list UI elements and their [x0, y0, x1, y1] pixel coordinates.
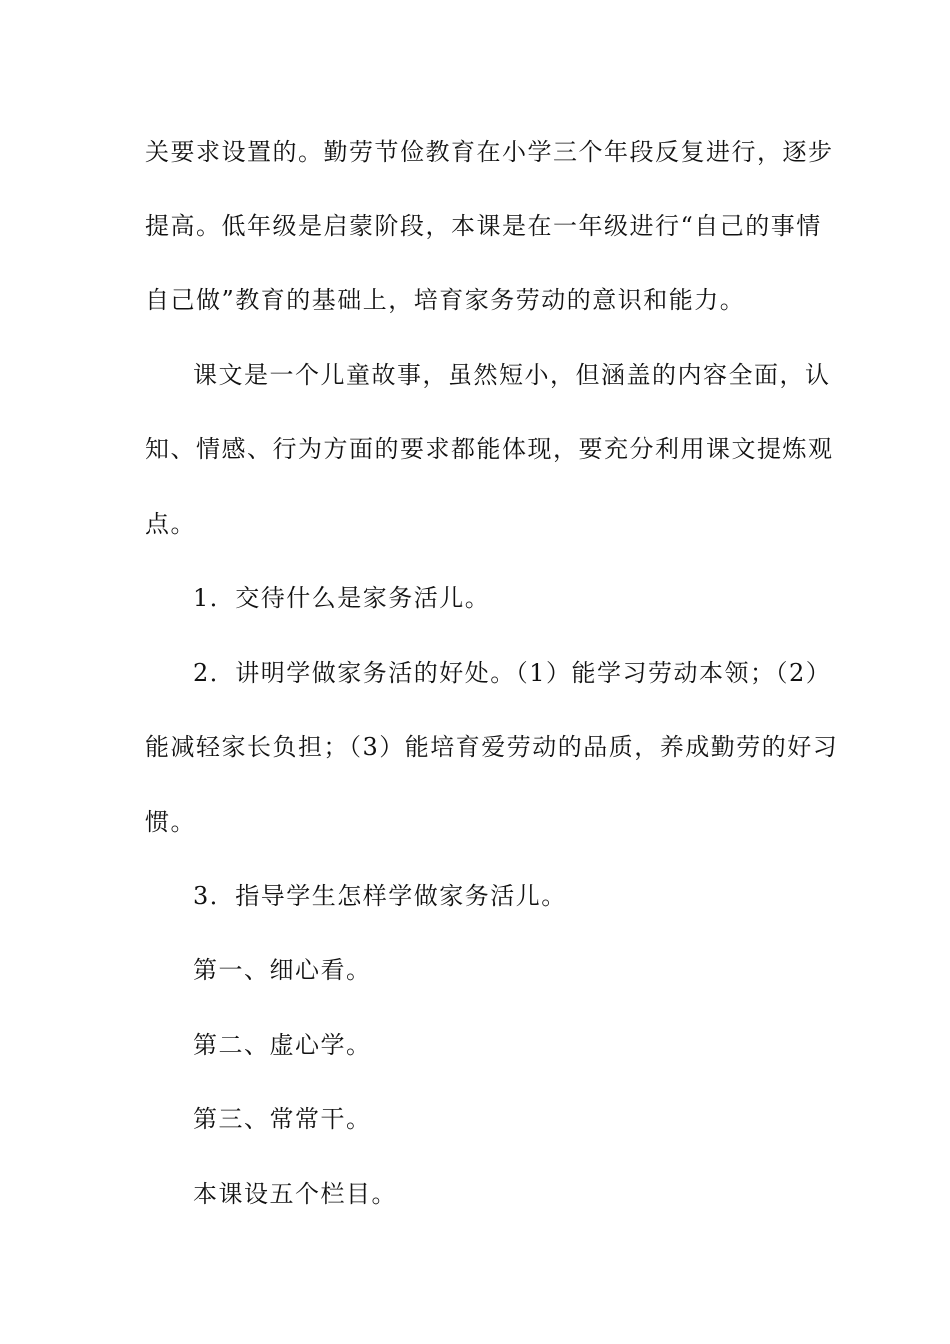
text-line-9: 能减轻家长负担；（3）能培育爱劳动的品质，养成勤劳的好习: [145, 733, 839, 761]
list-item-3: 3．指导学生怎样学做家务活儿。: [193, 882, 567, 910]
text-line-1: 关要求设置的。勤劳节俭教育在小学三个年段反复进行，逐步: [145, 138, 834, 166]
text-line-5: 知、情感、行为方面的要求都能体现，要充分利用课文提炼观: [145, 435, 834, 463]
text-line-4: 课文是一个儿童故事，虽然短小，但涵盖的内容全面，认: [193, 361, 831, 389]
text-line-10: 惯。: [145, 808, 196, 836]
step-3: 第三、常常干。: [193, 1105, 372, 1133]
text-line-15: 本课设五个栏目。: [193, 1180, 397, 1208]
step-1: 第一、细心看。: [193, 956, 372, 984]
text-line-3: 自己做”教育的基础上，培育家务劳动的意识和能力。: [145, 286, 746, 314]
list-item-2: 2．讲明学做家务活的好处。（1）能学习劳动本领；（2）: [193, 659, 832, 687]
list-item-1: 1．交待什么是家务活儿。: [193, 584, 491, 612]
text-line-2: 提高。低年级是启蒙阶段，本课是在一年级进行“自己的事情: [145, 212, 822, 240]
step-2: 第二、虚心学。: [193, 1031, 372, 1059]
text-line-6: 点。: [145, 510, 196, 538]
